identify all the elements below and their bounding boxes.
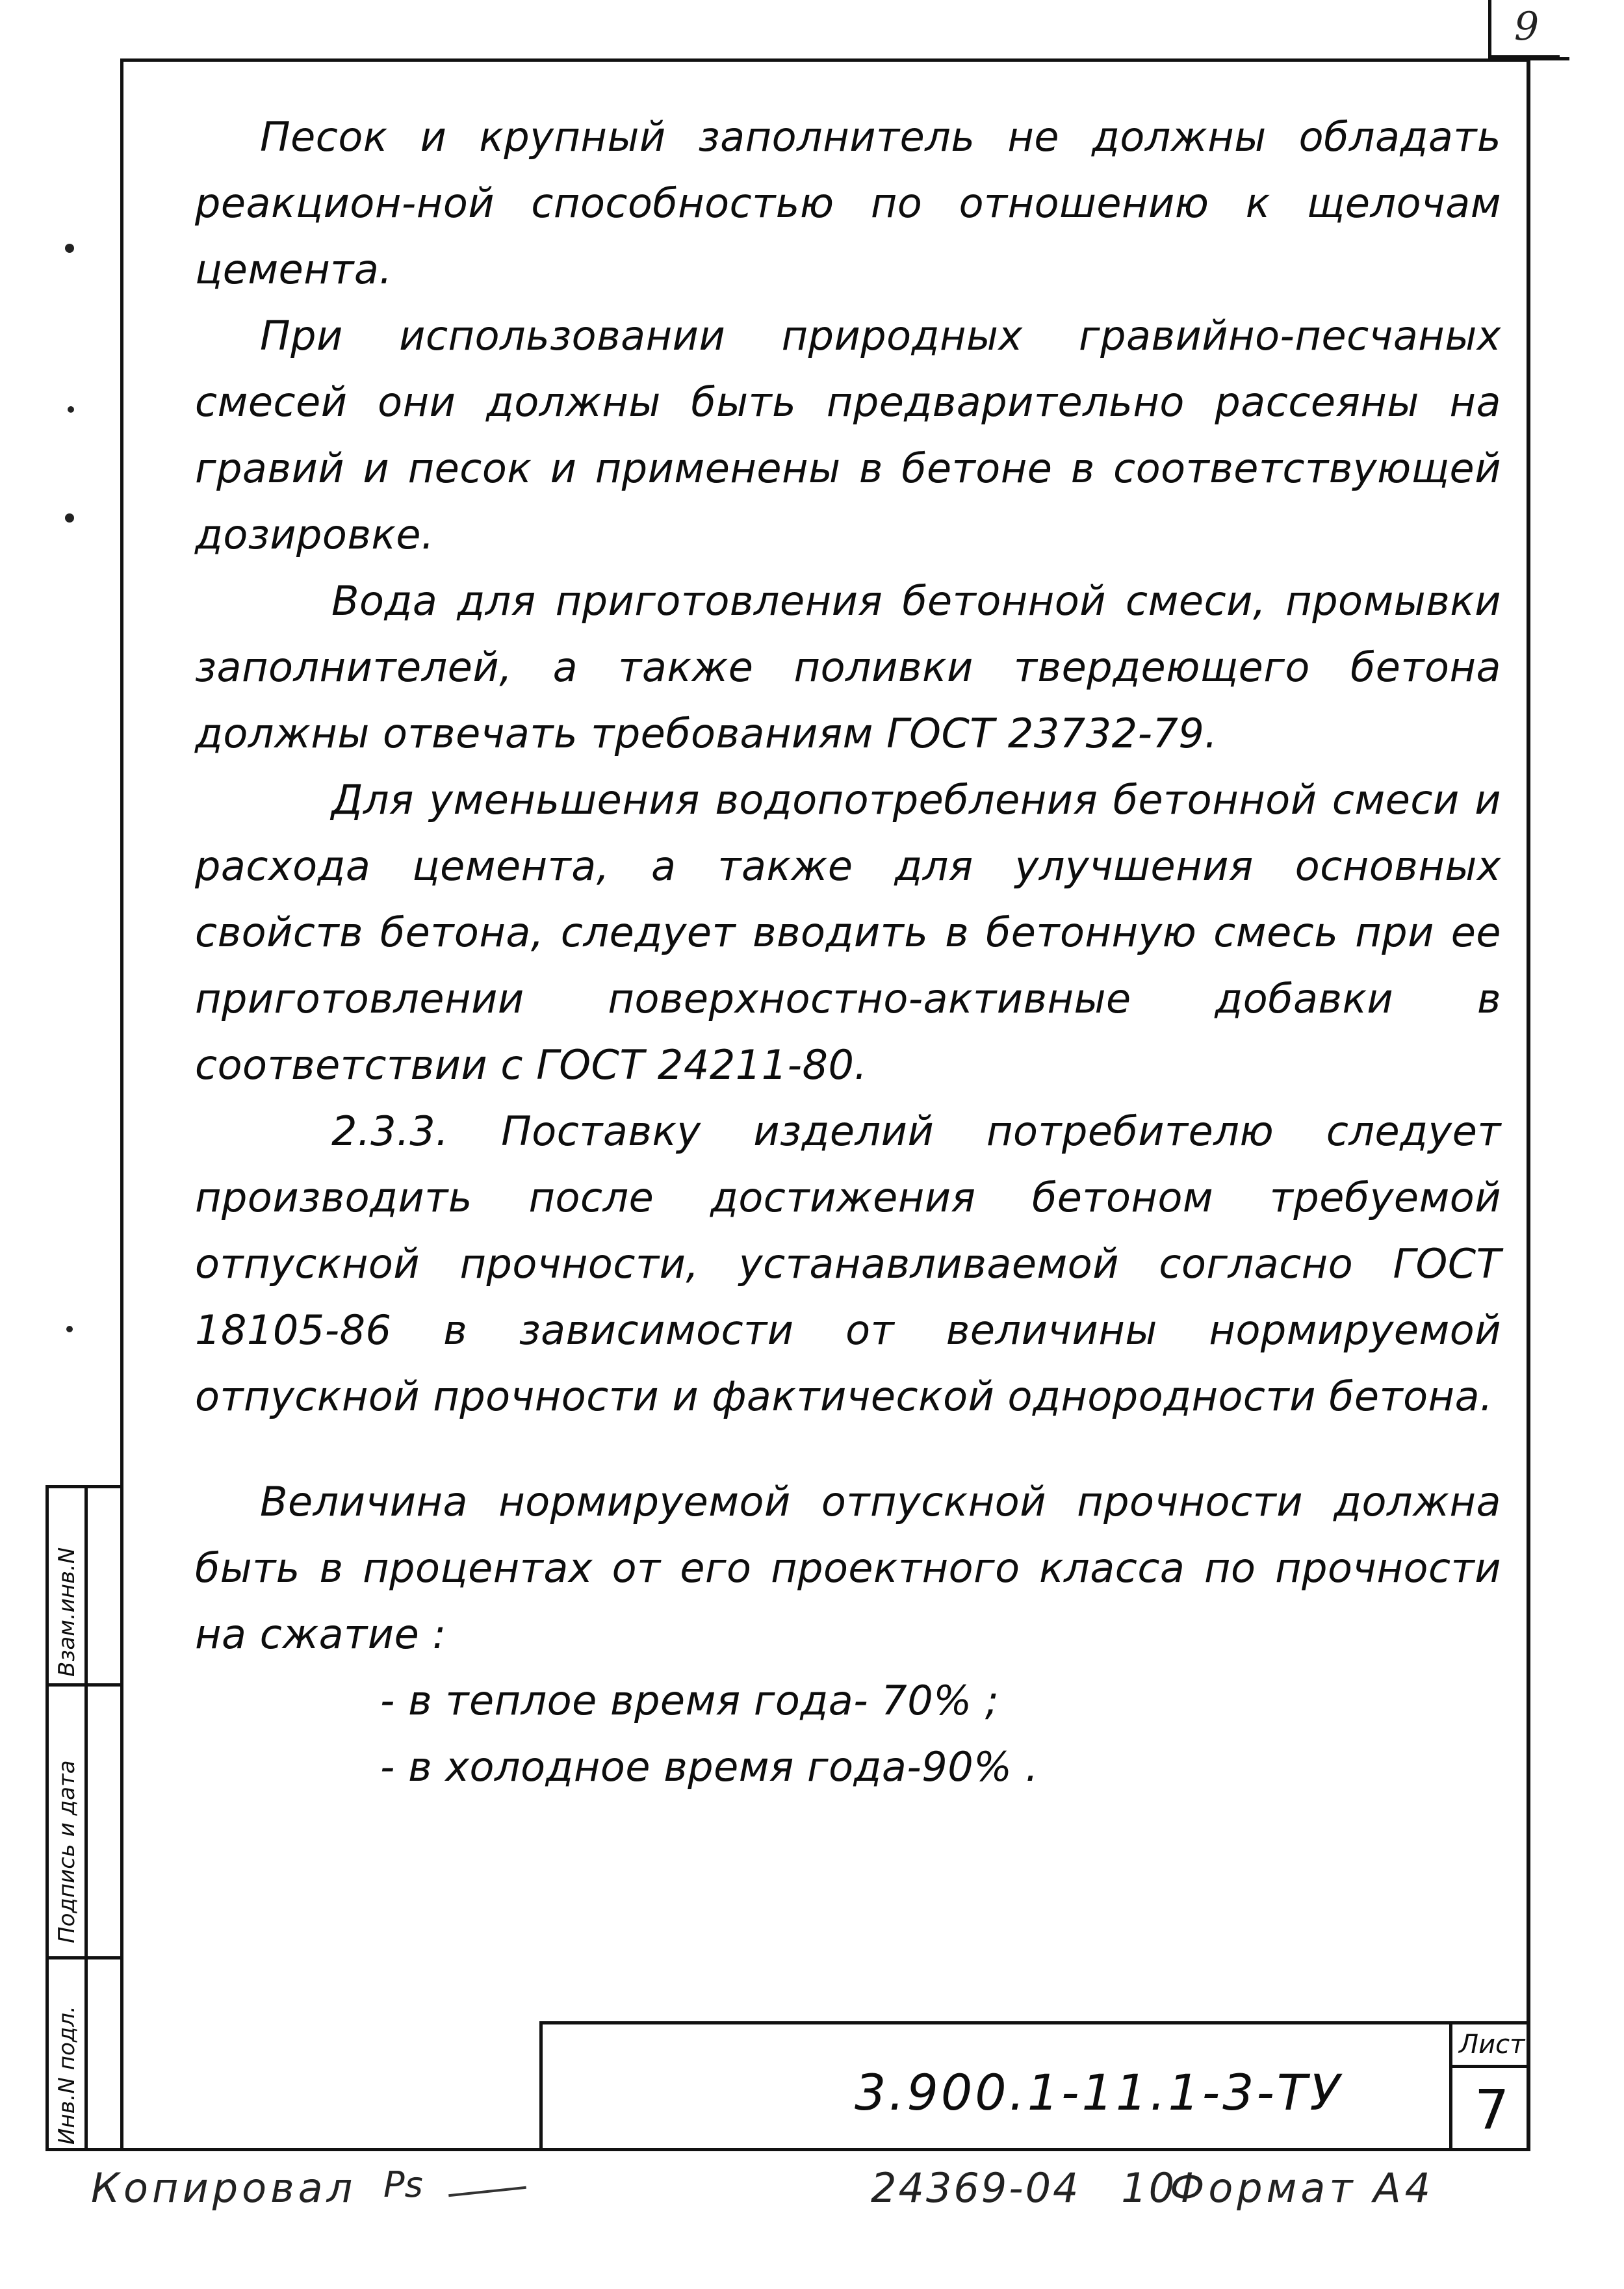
title-block: [539, 2021, 1530, 2151]
list-item-warm: - в теплое время года- 70% ;: [380, 1677, 999, 1724]
sheet-label: Лист: [1459, 2030, 1525, 2060]
page-mark: 9: [1514, 4, 1540, 49]
side-stamp-divider-vertical: [84, 1488, 88, 2148]
footer-order-number: 24369-04: [871, 2164, 1081, 2212]
signature-stroke: [448, 2186, 526, 2197]
document-code: 3.900.1-11.1-3-ТУ: [855, 2063, 1343, 2121]
paragraph-water: Вода для приготовления бетонной смеси, промывки заполнителей, а также поливки твердеющего бетона должны отвечать требованиям ГОСТ 23732-79.: [195, 577, 1501, 757]
side-label-sign-date: Подпись и дата: [54, 1760, 80, 1943]
side-stamp: [45, 1485, 120, 2151]
scan-speck: [66, 1326, 73, 1332]
side-stamp-divider: [49, 1956, 123, 1959]
footer-order-suffix: 10: [1121, 2164, 1177, 2212]
frame-tick: [1530, 57, 1569, 60]
sheet-number: 7: [1475, 2078, 1510, 2141]
paragraph-sand: Песок и крупный заполнитель не должны обладать реакцион-ной способностью по отношению к щелочам цемента.: [195, 113, 1501, 293]
paragraph-gravel-mixes: При использовании природных гравийно-песчаных смесей они должны быть предварительно рассеяны на гравий и песок и применены в бетоне в соответствующей дозировке.: [195, 312, 1501, 558]
paragraph-additives: Для уменьшения водопотребления бетонной смеси и расхода цемента, а также для улучшения основных свойств бетона, следует вводить в бетонную смесь при ее приготовлении поверхностно-активные добавки в соответствии с ГОСТ 24211-80.: [195, 776, 1501, 1089]
paragraph-delivery: 2.3.3. Поставку изделий потребителю следует производить после достижения бетоном требуемой отпускной прочности, устанавливаемой согласно ГОСТ 18105-86 в зависимости от величины нормируемой отпускной прочности и фактической однородности бетона.: [195, 1107, 1501, 1420]
footer-order: [871, 2164, 1176, 2212]
sheet-box: [1449, 2024, 1530, 2151]
scan-speck: [65, 513, 74, 523]
side-label-replaced-inv: Взам.инв.N: [54, 1547, 80, 1677]
scan-speck: [68, 406, 74, 413]
side-label-inv-original: Инв.N подл.: [54, 2006, 80, 2145]
list-item-cold: - в холодное время года-90% .: [380, 1743, 1038, 1791]
document-body: [195, 104, 1501, 1800]
footer-copied-label: Копировал: [91, 2164, 357, 2212]
side-stamp-divider: [49, 1683, 123, 1687]
paragraph-strength: Величина нормируемой отпускной прочности должна быть в процентах от его проектного класса по прочности на сжатие :: [195, 1478, 1501, 1658]
footer-format: Формат А4: [1170, 2164, 1435, 2212]
scan-speck: [65, 244, 74, 253]
sheet-divider: [1452, 2065, 1530, 2068]
footer-copied-sign: Рs: [383, 2164, 423, 2205]
